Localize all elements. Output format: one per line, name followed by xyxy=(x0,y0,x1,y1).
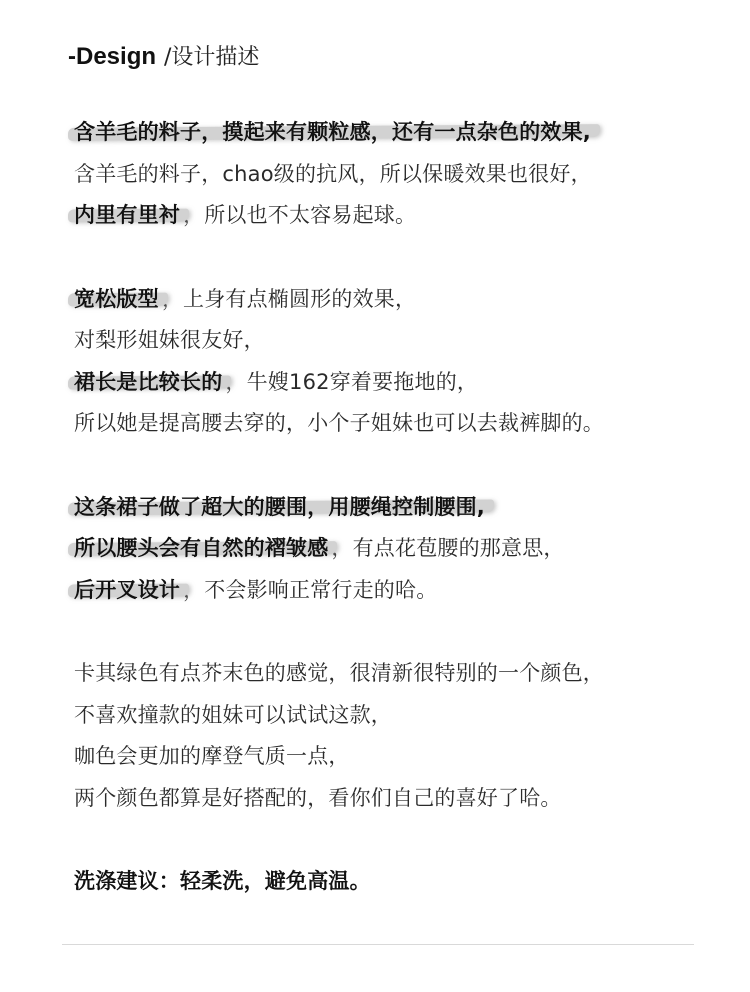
paragraph-colors xyxy=(74,653,714,819)
highlighted-text: 含羊毛的料子，摸起来有颗粒感，还有一点杂色的效果, xyxy=(72,120,594,144)
line-text: 所以她是提高腰去穿的，小个子姐妹也可以去裁裤脚的。 xyxy=(74,411,604,435)
description-line xyxy=(74,487,714,529)
line-text: ，不会影响正常行走的哈。 xyxy=(183,577,438,602)
paragraph-waist xyxy=(74,487,714,612)
line-text: 不喜欢撞款的姐妹可以试试这款， xyxy=(74,702,392,727)
description-line xyxy=(74,154,714,196)
description-line xyxy=(74,403,714,445)
description-line xyxy=(74,279,714,321)
line-text: ，有点花苞腰的那意思， xyxy=(331,536,565,560)
line-text: ，所以也不太容易起球。 xyxy=(183,203,417,227)
paragraph-washing xyxy=(74,861,714,903)
line-text: 对梨形姐妹很友好， xyxy=(74,328,265,352)
description-line xyxy=(74,778,714,820)
description-line xyxy=(74,112,714,154)
line-text: ，牛嫂162穿着要拖地的， xyxy=(225,369,479,394)
paragraph-material xyxy=(74,112,714,237)
description-line xyxy=(74,861,714,903)
line-text: 两个颜色都算是好搭配的，看你们自己的喜好了哈。 xyxy=(74,785,562,810)
description-line xyxy=(74,362,714,404)
description-line xyxy=(74,320,714,362)
line-text: 咖色会更加的摩登气质一点， xyxy=(74,744,350,768)
design-title-zh: /设计描述 xyxy=(164,45,260,70)
paragraph-fit xyxy=(74,279,714,445)
highlighted-text: 宽松版型 xyxy=(72,287,162,311)
line-text: 卡其绿色有点芥末色的感觉，很清新很特别的一个颜色， xyxy=(74,661,604,685)
highlighted-text: 所以腰头会有自然的褶皱感 xyxy=(72,536,331,560)
description-line xyxy=(74,736,714,778)
highlighted-text: 裙长是比较长的 xyxy=(72,370,225,394)
description-line xyxy=(74,653,714,695)
bottom-divider xyxy=(62,944,694,945)
line-text: 含羊毛的料子，chao级的抗风，所以保暖效果也很好， xyxy=(74,161,592,186)
line-text: ，上身有点椭圆形的效果， xyxy=(161,286,417,311)
highlighted-text: 后开叉设计 xyxy=(72,578,183,602)
highlighted-text: 这条裙子做了超大的腰围，用腰绳控制腰围, xyxy=(72,495,488,519)
description-line xyxy=(74,195,714,237)
description-line xyxy=(74,528,714,570)
highlighted-text: 内里有里衬 xyxy=(72,203,183,227)
design-title-en: -Design xyxy=(68,43,157,70)
washing-advice: 洗涤建议：轻柔洗，避免高温。 xyxy=(74,869,371,893)
description-body xyxy=(74,112,714,945)
description-line xyxy=(74,570,714,612)
description-line xyxy=(74,695,714,737)
design-header xyxy=(68,40,259,74)
